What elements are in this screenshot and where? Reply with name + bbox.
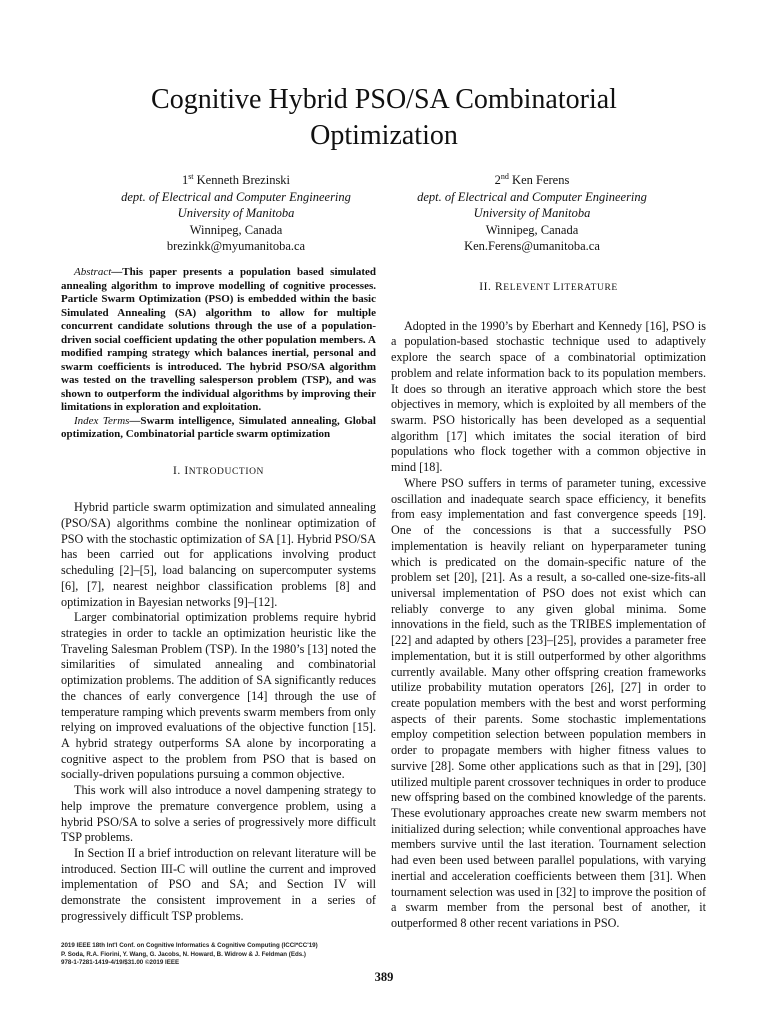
author-univ: University of Manitoba	[177, 206, 295, 221]
author-email: brezinkk@myumanitoba.ca	[166, 239, 306, 254]
left-column	[61, 266, 376, 925]
right-column	[391, 266, 706, 932]
author-email: Ken.Ferens@umanitoba.ca	[464, 239, 600, 254]
intro-paragraph: In Section II a brief introduction on relevant literature will be introduced. Section III-C will outline the current and improved implementation of PSO and SA; and Section IV will demonstrate the consistent improvement in a series of progressively difficult TSP problems.	[61, 846, 376, 923]
author-dept: dept. of Electrical and Computer Engineering	[417, 189, 647, 204]
author-dept: dept. of Electrical and Computer Engineering	[121, 189, 351, 204]
author-block-2	[382, 172, 682, 255]
section-heading-literature: II. RELEVENT LITERATURE	[479, 281, 618, 293]
literature-paragraph: Adopted in the 1990’s by Eberhart and Kennedy [16], PSO is a population-based stochastic technique used to adaptively explore the search space of a combinatorial optimization problem and relate information back to its population members. It does so through an iterative approach which store the best objectives in memory, which is exploited by all members of the swarm. PSO historically has been developed as a sequential algorithm [17] which imitates the social iteration of bird populations who flock together with a common objective in mind [18].	[391, 318, 706, 475]
title-line-1: Cognitive Hybrid PSO/SA Combinatorial	[151, 84, 617, 115]
intro-paragraph: This work will also introduce a novel dampening strategy to help improve the premature convergence problem, using a hybrid PSO/SA to solve a series of progressively more difficult TSP problems.	[61, 783, 376, 845]
author-name: 2nd Ken Ferens	[494, 171, 570, 187]
conference-footer	[61, 942, 376, 968]
author-univ: University of Manitoba	[473, 206, 591, 221]
section-heading-introduction: I. INTRODUCTION	[172, 464, 265, 477]
intro-paragraph: Larger combinatorial optimization problems require hybrid strategies in order to tackle an optimization heuristic like the Traveling Salesman Problem (TSP). In the 1980’s [13] noted the similarities of simulated annealing and combinatorial optimization problems. The addition of SA significantly reduces the chances of early convergence [14] through the use of temperature ramping which prevents swarm members from only relying on improved evaluations of the objective function [15]. A hybrid strategy outperforms SA alone by incorporating a cognitive aspect to the problem from PSO that is based on socially-driven populations pursuing a common objective.	[61, 610, 376, 782]
author-city: Winnipeg, Canada	[189, 222, 283, 237]
author-block-1	[86, 172, 386, 255]
literature-paragraph: Where PSO suffers in terms of parameter tuning, excessive oscillation and inadequate search space efficiency, it benefits from easy implementation and fast convergence speeds [19]. One of the concessions is that a successfully PSO implementation is heavily reliant on hyperparameter tuning which is predicated on the domain-specific nature of the problem set [20], [21]. As a result, a so-called one-size-fits-all universal implementation of PSO does not exist which can reliably converge to any given global minima. Some innovations in the field, such as the TRIBES implementation of [22] and adapted by others [23]–[25], provides a parameter free implementation, but it is still outperformed by other algorithms currently available. Many other offspring creation frameworks utilize probability mutation operators [26], [27] in order to create population members with the best and worst performing aspects of their parents. Some stochastic implementations employ competition selection between population members in order to propagate members with higher fitness values to survive [28]. Some other applications such as that in [29], [30] utilized multiple parent crossover techniques in order to produce new offspring based on the combined knowledge of the parents. These evolutionary approaches create new swarm members not initialized during selection; while conventional approaches have members survive until the last iteration. Tournament selection had even been used between parallel populations, with varying inertial and acceleration coefficients between them [31]. When tournament selection was used in [32] to improve the position of a swarm member from the personal best of another, it outperformed 8 other recent variations in PSO.	[391, 475, 706, 931]
footer-line: P. Soda, R.A. Fiorini, Y. Wang, G. Jacobs, N. Howard, B. Widrow & J. Feldman (Eds.)	[61, 950, 306, 958]
intro-paragraph: Hybrid particle swarm optimization and simulated annealing (PSO/SA) algorithms combine the nonlinear optimization of PSO with the stochastic optimization of SA [1]. Hybrid PSO/SA has been carried out for applications involving product scheduling [2]–[5], load balancing on supercomputer systems [6], [7], nearest neighbor classification problems [8] and optimization in Bayesian networks [9]–[12].	[61, 500, 376, 609]
footer-line: 978-1-7281-1419-4/19/$31.00 ©2019 IEEE	[61, 959, 180, 967]
abstract	[61, 266, 376, 442]
abstract-text: Abstract—This paper presents a population based simulated annealing algorithm to improve modelling of cognitive processes. Particle Swarm Optimization (PSO) is embedded within the basic Simulated Annealing (SA) algorithm to allow for multiple concurrent candidate solutions through the use of a population-driven social coefficient updating the other population members. A modified ramping strategy which balances inertial, personal and swarm coefficients is introduced. The hybrid PSO/SA algorithm was tested on the travelling salesperson problem (TSP), and was shown to outperform the individual algorithms by improving their limitations in exploration and exploitation.	[61, 266, 376, 413]
footer-line: 2019 IEEE 18th Int'l Conf. on Cognitive Informatics & Cognitive Computing (ICCI*CC'19)	[61, 942, 318, 949]
paper-title	[60, 82, 708, 154]
index-terms: Index Terms—Swarm intelligence, Simulated annealing, Global optimization, Combinatorial particle swarm optimization	[61, 414, 376, 440]
author-name: 1st Kenneth Brezinski	[181, 171, 291, 187]
title-line-2: Optimization	[310, 120, 458, 151]
author-city: Winnipeg, Canada	[485, 222, 579, 237]
page-number: 389	[374, 970, 394, 984]
